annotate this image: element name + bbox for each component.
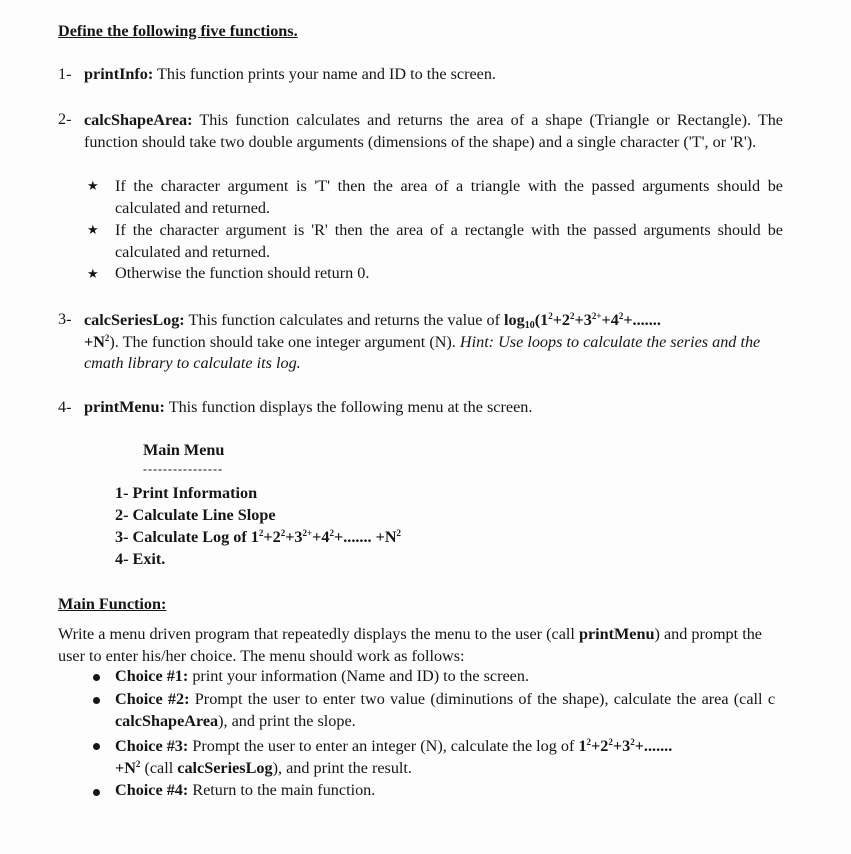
- choice-item: Choice #3: Prompt the user to enter an integer (N), calculate the log of $1^2+2^2+3^2+$....... $+N^2$ (call calcSeriesLog), and print the result.: [115, 737, 673, 777]
- item-printmenu: [58, 398, 798, 417]
- choice-item: Choice #4: Return to the main function.: [115, 781, 376, 799]
- function-name: calcShapeArea:: [84, 111, 193, 129]
- menu-item: 4- Exit.: [115, 550, 166, 568]
- star-bullet-icon: ★: [87, 222, 99, 237]
- bullet-dot-icon: [93, 674, 100, 681]
- function-name: printMenu:: [84, 398, 165, 416]
- main-function-heading: Main Function:: [58, 595, 167, 613]
- menu-divider: ----------------: [143, 462, 223, 476]
- hint-text: Hint: Use loops to calculate the series and the cmath library to calculate its log.: [84, 332, 761, 372]
- item-description-cont: ). The function should take one integer argument (N).: [109, 332, 456, 351]
- item-calcshapearea: [84, 110, 783, 153]
- function-name: printInfo:: [84, 65, 154, 83]
- star-bullet-icon: ★: [87, 266, 99, 281]
- choice-item: Choice #1: print your information (Name and ID) to the screen.: [115, 667, 530, 685]
- menu-item: 1- Print Information: [115, 484, 258, 502]
- log-formula: $\log_{10}(1^2+2^2+3^{2+}+4^2+$.......: [504, 311, 661, 331]
- item-number: 4-: [58, 398, 72, 416]
- item-description: This function displays the following menu at the screen.: [168, 398, 533, 416]
- page-heading: Define the following five functions.: [58, 22, 298, 40]
- item-description: This function calculates and returns the area of a shape (Triangle or Rectangle). The function should take two double arguments (dimensions of the shape) and a single character ('T', or 'R').: [84, 111, 783, 151]
- item-calcserieslog: calcSeriesLog: This function calculates and returns the value of $\log_{10}(1^2+2^2+3^{2+}+4^2+$....... $+N^2$). The function should take one integer argument (N). Hint: Use loops to calculate the series and the cmath library to calculate its log.: [84, 311, 761, 372]
- function-name: calcSeriesLog:: [84, 311, 185, 329]
- star-bullet-icon: ★: [87, 178, 99, 193]
- item-description: This function calculates and returns the value of: [188, 311, 500, 329]
- bullet-dot-icon: [93, 743, 100, 750]
- item-description: This function prints your name and ID to the screen.: [157, 65, 496, 83]
- menu-item: 3- Calculate Log of $1^2+2^2+3^{2+}+4^2+$....... $+N^2$: [115, 528, 402, 546]
- bullet-text: If the character argument is 'R' then the area of a rectangle with the passed arguments should be calculated and returned.: [115, 221, 783, 261]
- item-number-3: 3-: [58, 310, 72, 328]
- choice-item: Choice #2: Prompt the user to enter two value (diminutions of the shape), calculate the area (call c calcShapeArea), and print the slope.: [115, 690, 776, 730]
- bullet-dot-icon: [93, 697, 100, 704]
- menu-item: 2- Calculate Line Slope: [115, 506, 276, 524]
- bullet-text: Otherwise the function should return 0.: [115, 264, 370, 282]
- item-number-2: 2-: [58, 110, 72, 128]
- main-function-description: Write a menu driven program that repeatedly displays the menu to the user (call printMenu) and prompt the user to enter his/her choice. The menu should work as follows:: [58, 625, 762, 665]
- bullet-text: If the character argument is 'T' then the area of a triangle with the passed arguments should be calculated and returned.: [115, 177, 783, 217]
- item-number: 1-: [58, 65, 72, 83]
- bullet-dot-icon: [93, 789, 100, 796]
- item-printinfo: [58, 65, 798, 84]
- menu-title: Main Menu: [143, 441, 225, 459]
